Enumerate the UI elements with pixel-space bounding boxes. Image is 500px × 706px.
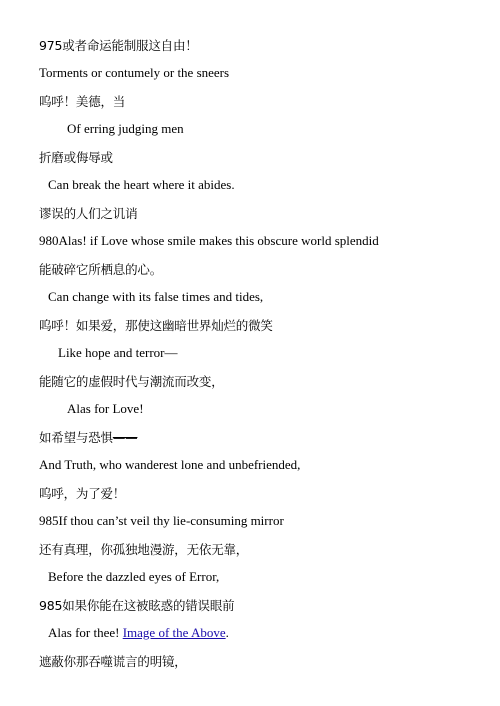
text-line: 985如果你能在这被眩惑的错误眼前 — [39, 598, 235, 613]
image-of-the-above-link[interactable]: Image of the Above — [122, 625, 226, 640]
text-line: Can break the heart where it abides. — [48, 177, 235, 192]
text-line-main: 如希望与恐惧 — [39, 430, 113, 445]
text-line-dash: —— — [112, 430, 138, 445]
text-line: 980Alas! if Love whose smile makes this obscure world splendid — [39, 233, 379, 248]
text-line-period: . — [225, 625, 229, 640]
text-line: Alas for Love! — [67, 401, 144, 416]
text-line: Can change with its false times and tides, — [48, 289, 264, 304]
text-line: 呜呼，为了爱！ — [39, 486, 126, 501]
text-line: And Truth, who wanderest lone and unbefriended, — [39, 457, 301, 472]
text-line: Torments or contumely or the sneers — [39, 65, 230, 80]
text-line: 能随它的虚假时代与潮流而改变， — [39, 374, 224, 389]
text-line: 谬误的人们之讥诮 — [39, 206, 138, 221]
text-line — [48, 625, 229, 641]
text-line-main: Alas for thee! — [48, 625, 123, 640]
text-line: 还有真理，你孤独地漫游，无依无靠， — [39, 542, 249, 557]
text-line — [39, 428, 137, 446]
text-line: Like hope and terror— — [58, 345, 178, 360]
text-line: 遮蔽你那吞噬谎言的明镜， — [39, 654, 187, 669]
text-line: 975或者命运能制服这自由！ — [39, 38, 198, 53]
text-line: 折磨或侮辱或 — [39, 150, 113, 165]
text-line: 呜呼！如果爱，那使这幽暗世界灿烂的微笑 — [39, 318, 273, 333]
text-line: Of erring judging men — [67, 121, 184, 136]
text-line: 985If thou can’st veil thy lie-consuming mirror — [39, 513, 284, 528]
text-line: Before the dazzled eyes of Error, — [48, 569, 220, 584]
text-line: 能破碎它所栖息的心。 — [39, 262, 163, 277]
text-line: 呜呼！美德，当 — [39, 94, 126, 109]
